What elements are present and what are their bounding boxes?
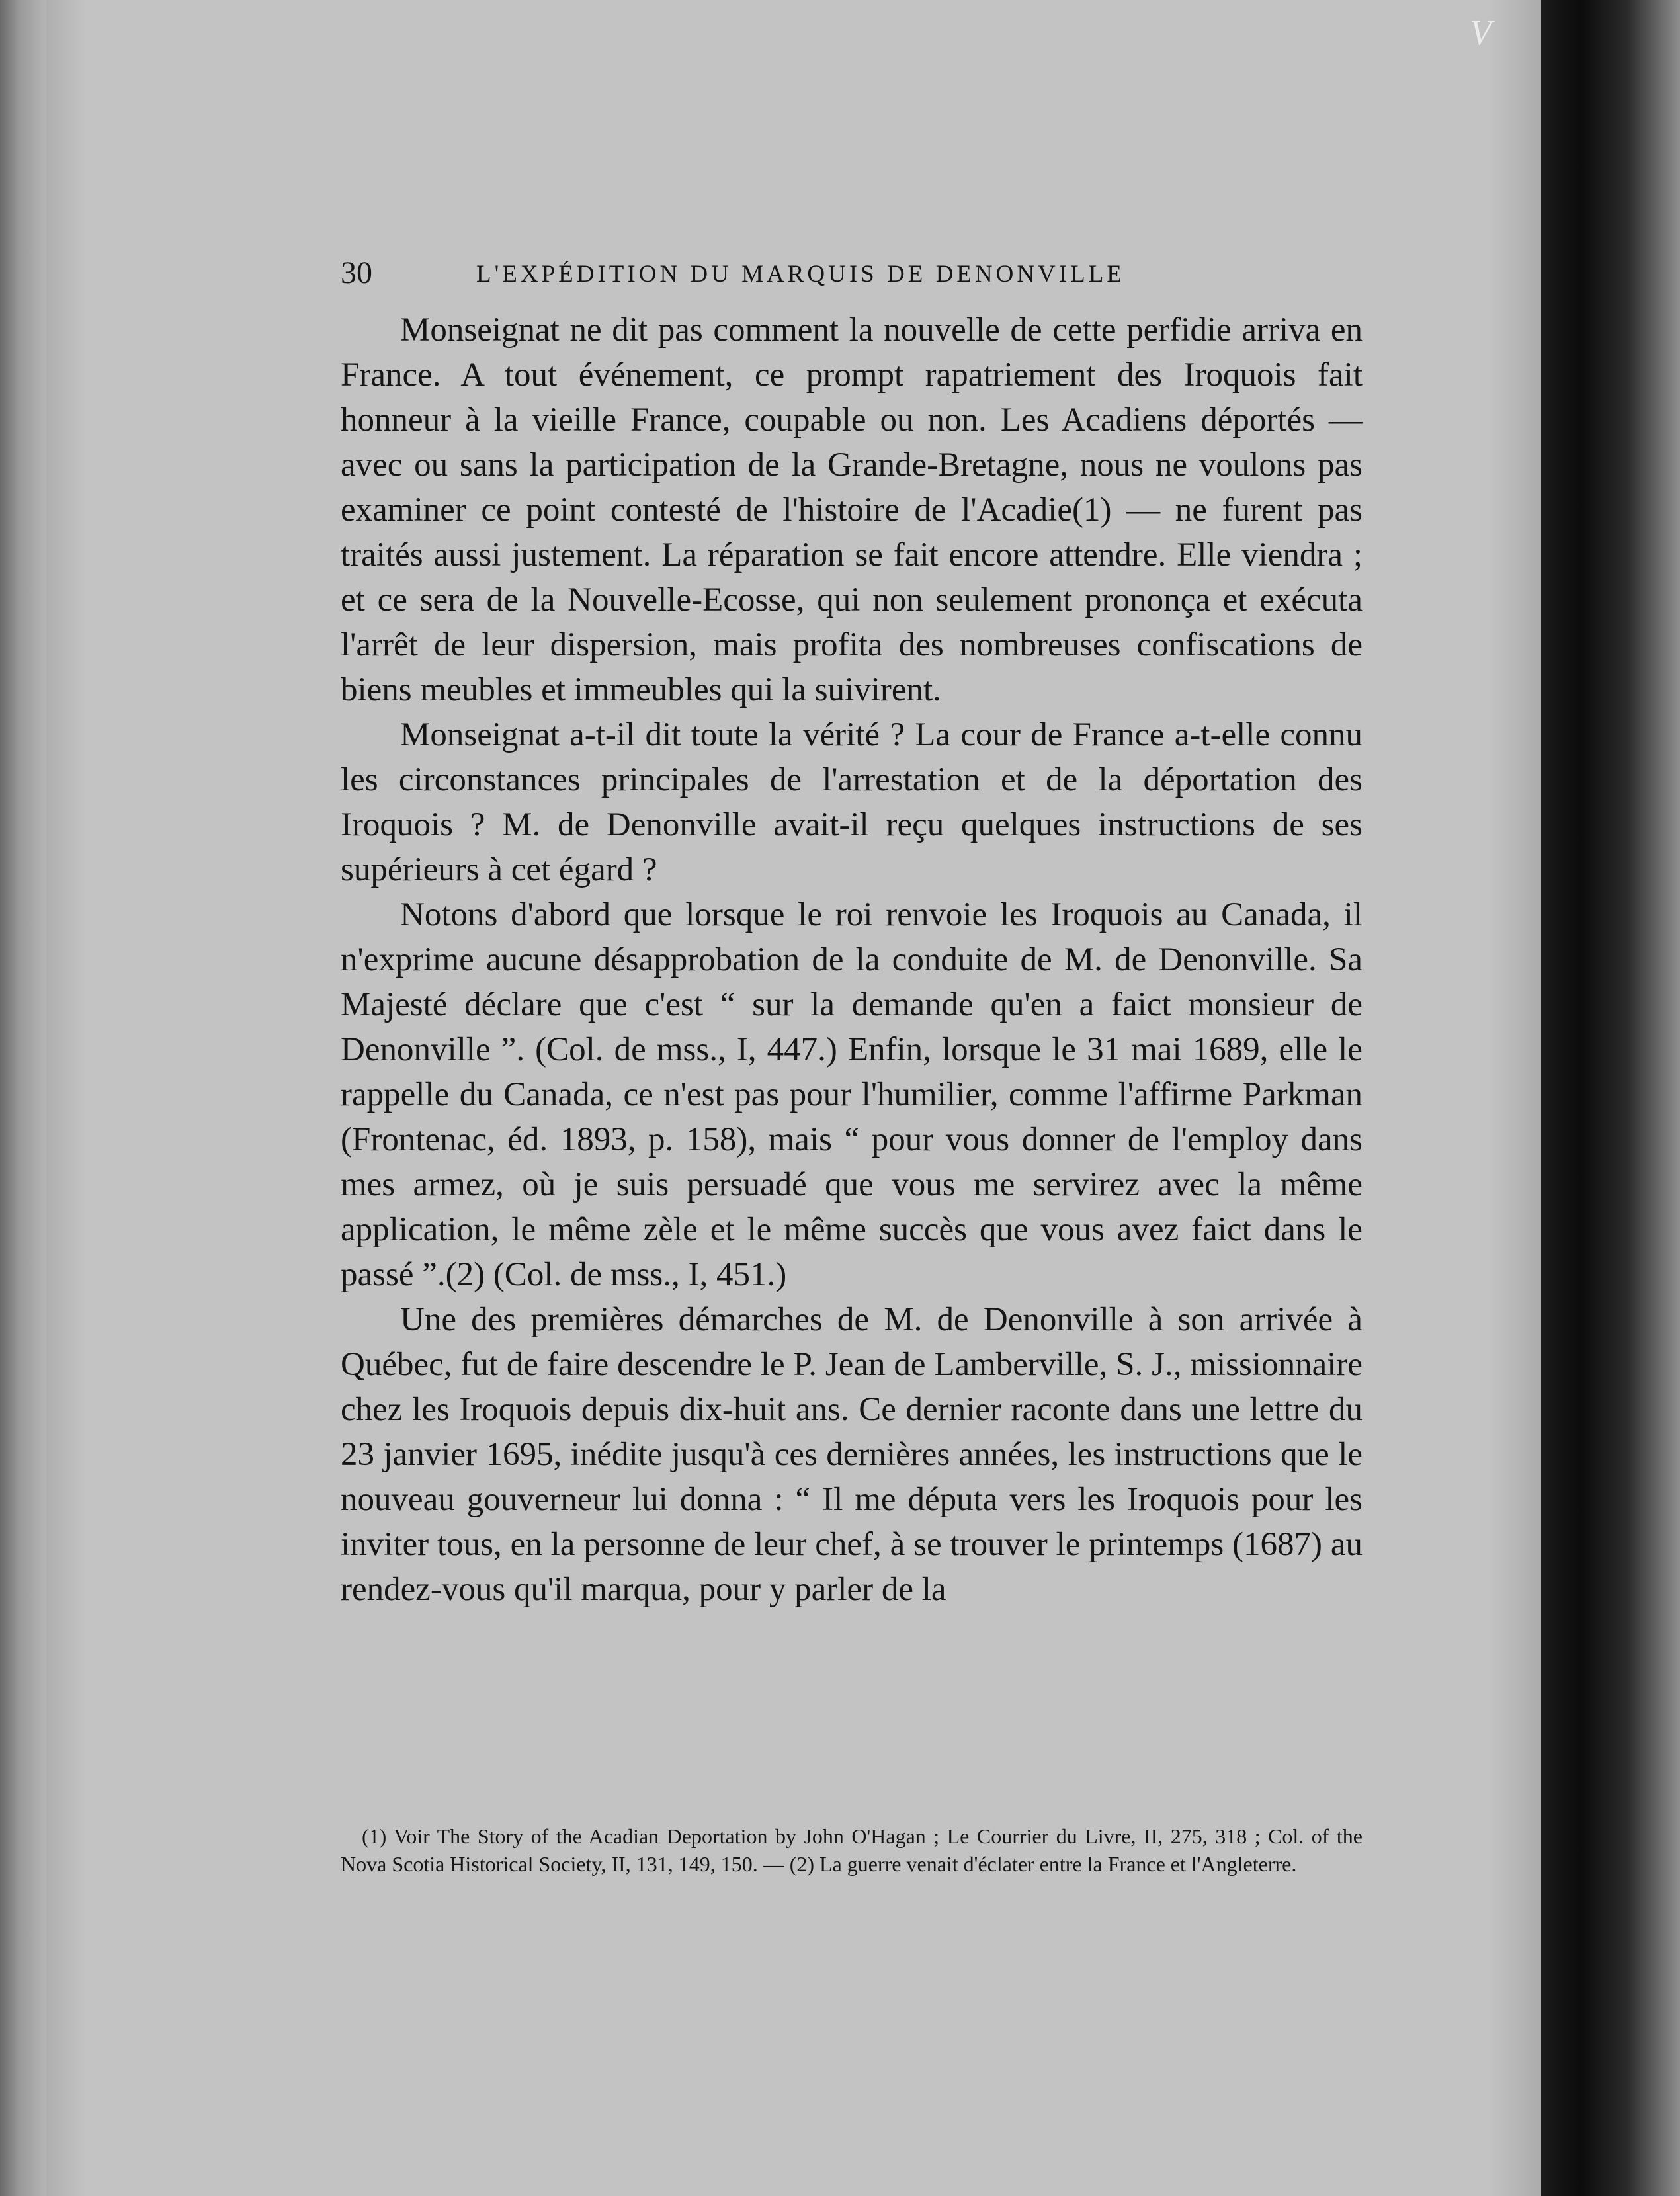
corner-mark: V bbox=[1470, 13, 1491, 52]
book-gutter bbox=[1541, 0, 1680, 2196]
page-text bbox=[341, 255, 1363, 1612]
page-number: 30 bbox=[341, 255, 372, 290]
paragraph-4: Une des premières démarches de M. de Denonville à son arrivée à Québec, fut de faire descendre le P. Jean de Lamberville, S. J., missionnaire chez les Iroquois depuis dix-huit ans. Ce dernier raconte dans une lettre du 23 janvier 1695, inédite jusqu'à ces dernières années, les instructions que le nouveau gouverneur lui donna : “ Il me députa vers les Iroquois pour les inviter tous, en la personne de leur chef, à se trouver le printemps (1687) au rendez-vous qu'il marqua, pour y parler de la bbox=[341, 1301, 1363, 1608]
page-left-edge bbox=[0, 0, 46, 2196]
paragraph-3: Notons d'abord que lorsque le roi renvoie les Iroquois au Canada, il n'exprime aucune désapprobation de la conduite de M. de Denonville. Sa Majesté déclare que c'est “ sur la demande qu'en a faict monsieur de Denonville ”. (Col. de mss., I, 447.) Enfin, lorsque le 31 mai 1689, elle le rappelle du Canada, ce n'est pas pour l'humilier, comme l'affirme Parkman (Frontenac, éd. 1893, p. 158), mais “ pour vous donner de l'employ dans mes armez, où je suis persuadé que vous me servirez avec la même application, le même zèle et le même succès que vous avez faict dans le passé ”.(2) (Col. de mss., I, 451.) bbox=[341, 896, 1363, 1293]
running-head bbox=[341, 255, 1363, 308]
running-head-title: L'EXPÉDITION DU MARQUIS DE DENONVILLE bbox=[476, 261, 1125, 288]
footnotes: (1) Voir The Story of the Acadian Deportation by John O'Hagan ; Le Courrier du Livre, II, 275, 318 ; Col. of the Nova Scotia Historical Society, II, 131, 149, 150. — (2) La guerre venait d'éclater entre la France et l'Angleterre. bbox=[341, 1824, 1363, 1876]
paragraph-1: Monseignat ne dit pas comment la nouvelle de cette perfidie arriva en France. A tout événement, ce prompt rapatriement des Iroquois fait honneur à la vieille France, coupable ou non. Les Acadiens déportés — avec ou sans la participation de la Grande-Bretagne, nous ne voulons pas examiner ce point contesté de l'histoire de l'Acadie(1) — ne furent pas traités aussi justement. La réparation se fait encore attendre. Elle viendra ; et ce sera de la Nouvelle-Ecosse, qui non seulement prononça et exécuta l'arrêt de leur dispersion, mais profita des nombreuses confiscations de biens meubles et immeubles qui la suivirent. bbox=[341, 312, 1363, 708]
paragraph-2: Monseignat a-t-il dit toute la vérité ? La cour de France a-t-elle connu les circonstances principales de l'arrestation et de la déportation des Iroquois ? M. de Denonville avait-il reçu quelques instructions de ses supérieurs à cet égard ? bbox=[341, 716, 1363, 888]
